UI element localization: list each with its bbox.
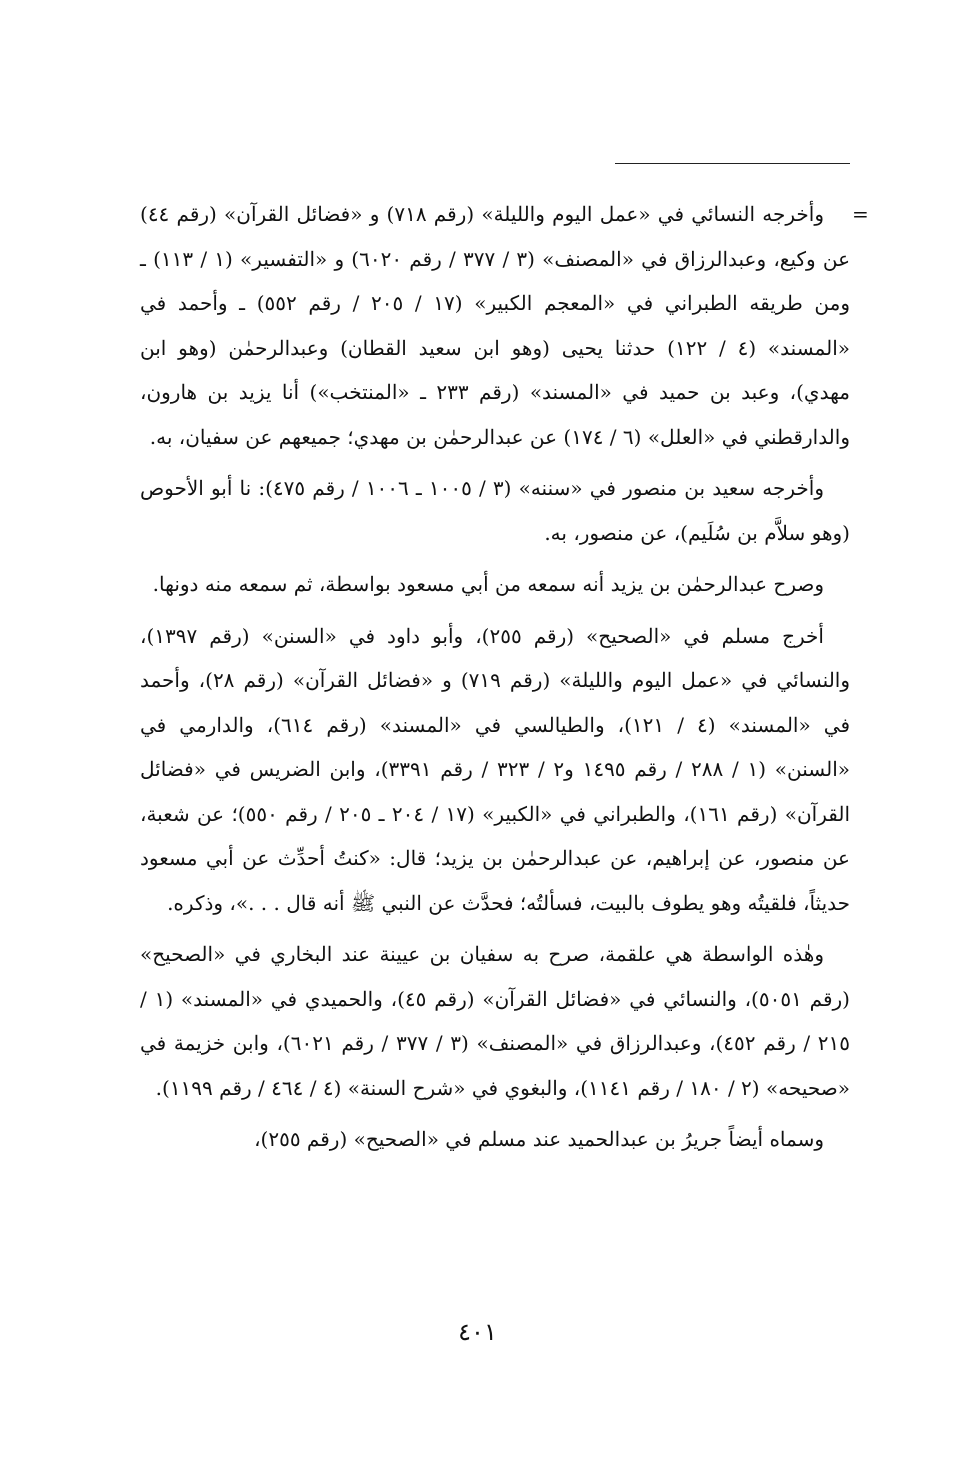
- paragraph: وصرح عبدالرحمٰن بن يزيد أنه سمعه من أبي مسعود بواسطة، ثم سمعه منه دونها.: [152, 572, 824, 596]
- paragraph: وأخرجه سعيد بن منصور في «سننه» (٣ / ١٠٠٥ ـ ١٠٠٦ / رقم ٤٧٥): نا أبو الأحوص (وهو سلاَّم بن سُلَيم)، عن منصور، به.: [140, 476, 850, 545]
- page-number: ٤٠١: [458, 1318, 497, 1346]
- footnote-separator-rule: [615, 163, 850, 164]
- paragraph: وأخرجه النسائي في «عمل اليوم والليلة» (رقم ٧١٨) و «فضائل القرآن» (رقم ٤٤) عن وكيع، وعبدالرزاق في «المصنف» (٣ / ٣٧٧ / رقم ٦٠٢٠) و «التفسير» (١ / ١١٣) ـ ومن طريقه الطبراني في «المعجم الكبير» (١٧ / ٢٠٥ / رقم ٥٥٢) ـ وأحمد في «المسند» (٤ / ١٢٢) حدثنا يحيى (وهو ابن سعيد القطان) وعبدالرحمٰن (وهو ابن مهدي)، وعبد بن حميد في «المسند» (رقم ٢٣٣ ـ «المنتخب») أنا يزيد بن هارون، والدارقطني في «العلل» (٦ / ١٧٤) عن عبدالرحمٰن بن مهدي؛ جميعهم عن سفيان، به.: [140, 202, 851, 449]
- footnote-text-block: [140, 192, 850, 1169]
- paragraph: وسماه أيضاً جريرُ بن عبدالحميد عند مسلم في «الصحيح» (رقم ٢٥٥)،: [254, 1127, 824, 1151]
- continuation-marker: =: [852, 202, 869, 226]
- paragraph: أخرج مسلم في «الصحيح» (رقم ٢٥٥)، وأبو داود في «السنن» (رقم ١٣٩٧)، والنسائي في «عمل اليوم والليلة» (رقم ٧١٩) و «فضائل القرآن» (رقم ٢٨)، وأحمد في «المسند» (٤ / ١٢١)، والطيالسي في «المسند» (رقم ٦١٤)، والدارمي في «السنن» (١ / ٢٨٨ / رقم ١٤٩٥ و٢ / ٣٢٣ / رقم ٣٣٩١)، وابن الضريس في «فضائل القرآن» (رقم ١٦١)، والطبراني في «الكبير» (١٧ / ٢٠٤ ـ ٢٠٥ / رقم ٥٥٠)؛ عن شعبة، عن منصور، عن إبراهيم، عن عبدالرحمٰن بن يزيد؛ قال: «كنتُ أحدِّث عن أبي مسعود حديثاً، فلقيتُه وهو يطوف بالبيت، فسألتُه؛ فحدَّث عن النبي ﷺ أنه قال . . .»، وذكره.: [140, 623, 851, 915]
- paragraph: وهٰذه الواسطة هي علقمة، صرح به سفيان بن عيينة عند البخاري في «الصحيح» (رقم ٥٠٥١)، والنسائي في «فضائل القرآن» (رقم ٤٥)، والحميدي في «المسند» (١ / ٢١٥ / رقم ٤٥٢)، وعبدالرزاق في «المصنف» (٣ / ٣٧٧ / رقم ٦٠٢١)، وابن خزيمة في «صحيحه» (٢ / ١٨٠ / رقم ١١٤١)، والبغوي في «شرح السنة» (٤ / ٤٦٤ / رقم ١١٩٩).: [140, 942, 851, 1100]
